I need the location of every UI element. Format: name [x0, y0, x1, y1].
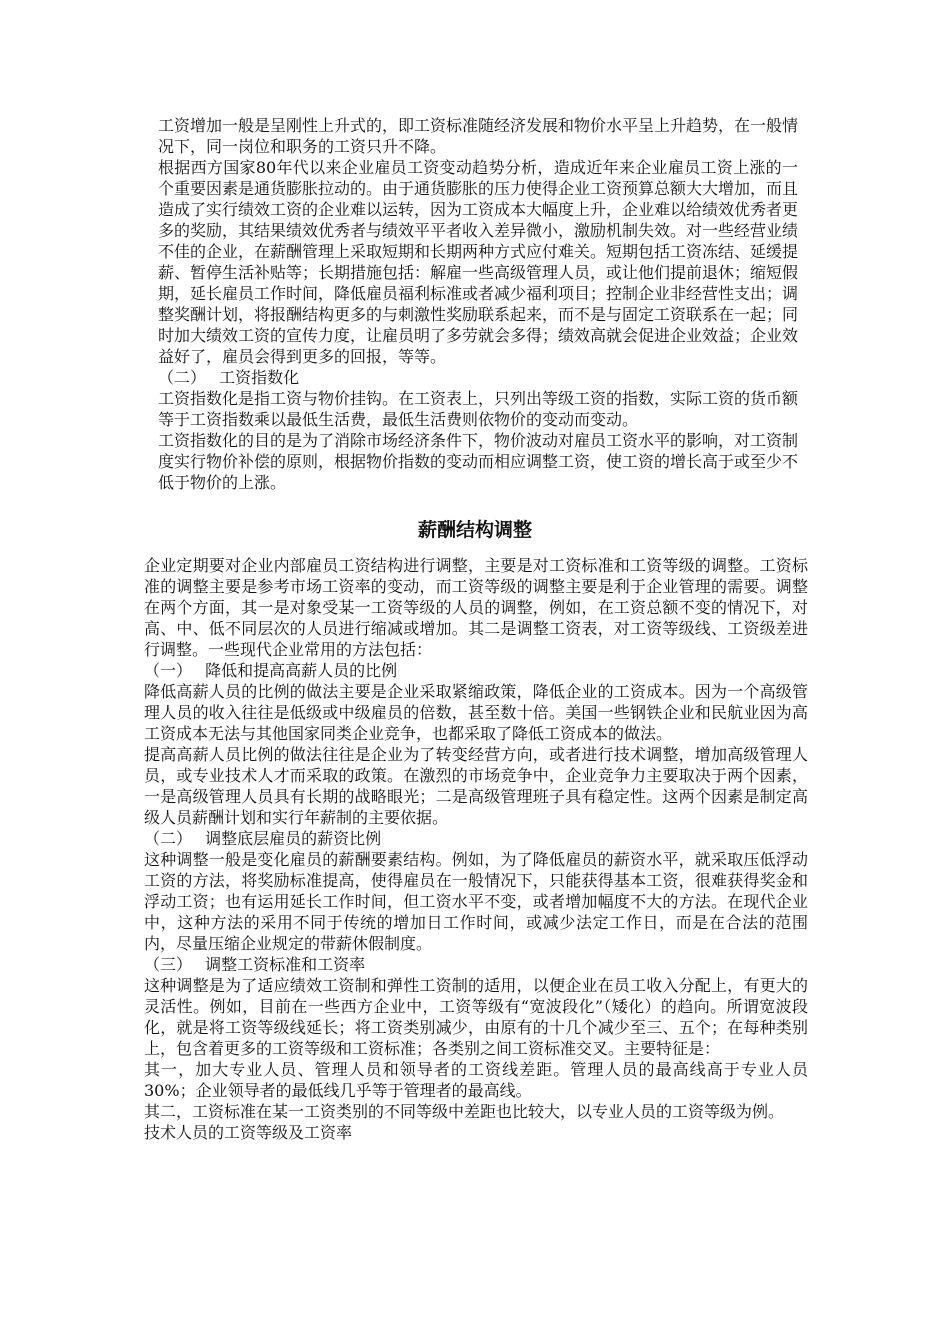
paragraph-feature-two: 其二，工资标准在某一工资类别的不同等级中差距也比较大，以专业人员的工资等级为例。 — [144, 1102, 785, 1121]
subheading-high-pay-ratio: （一） 降低和提高高薪人员的比例 — [144, 661, 398, 680]
subheading-wage-standard: （三） 调整工资标准和工资率 — [144, 955, 366, 974]
subheading-low-level-ratio: （二） 调整底层雇员的薪资比例 — [144, 829, 382, 848]
paragraph-inflation-analysis: 根据西方国家80年代以来企业雇员工资变动趋势分析，造成近年来企业雇员工资上涨的一个重要因素是通货膨胀拉动的。由于通货膨胀的压力使得企业工资预算总额大大增加，而且造成了实行绩效工资的企业难以运转，因为工资成本大幅度上升，企业难以给绩效优秀者更多的奖励，其结果绩效优秀者与绩效平平者收入差异微小，激励机制失效。对一些经营业绩不佳的企业，在薪酬管理上采取短期和长期两种方式应付难关。短期包括工资冻结、延缓提薪、暂停生活补贴等；长期措施包括：解雇一些高级管理人员，或让他们提前退休；缩短假期，延长雇员工作时间，降低雇员福利标准或者减少福利项目；控制企业非经营性支出；调整奖酬计划，将报酬结构更多的与刺激性奖励联系起来，而不是与固定工资联系在一起；同时加大绩效工资的宣传力度，让雇员明了多劳就会多得；绩效高就会促进企业效益；企业效益好了，雇员会得到更多的回报，等等。 — [158, 158, 799, 366]
paragraph-indexation-purpose: 工资指数化的目的是为了消除市场经济条件下，物价波动对雇员工资水平的影响，对工资制度实行物价补偿的原则，根据物价指数的变动而相应调整工资，使工资的增长高于或至少不低于物价的上涨。 — [158, 431, 799, 492]
paragraph-feature-one: 其一，加大专业人员、管理人员和领导者的工资线差距。管理人员的最高线高于专业人员30%；企业领导者的最低线几乎等于管理者的最高线。 — [144, 1060, 808, 1100]
paragraph-wage-rigidity: 工资增加一般是呈刚性上升式的，即工资标准随经济发展和物价水平呈上升趋势，在一般情况下，同一岗位和职务的工资只升不降。 — [158, 116, 799, 156]
table-caption: 技术人员的工资等级及工资率 — [144, 1123, 353, 1142]
paragraph-indexation-definition: 工资指数化是指工资与物价挂钩。在工资表上，只列出等级工资的指数，实际工资的货币额等于工资指数乘以最低生活费，最低生活费则依物价的变动而变动。 — [158, 389, 799, 429]
paragraph-broadbanding: 这种调整是为了适应绩效工资制和弹性工资制的适用，以便企业在员工收入分配上，有更大的灵活性。例如，目前在一些西方企业中，工资等级有“宽波段化”（矮化）的趋向。所谓宽波段化，就是将工资等级线延长；将工资类别减少，由原有的十几个减少至三、五个；在每种类别上，包含着更多的工资等级和工资标准；各类别之间工资标准交叉。主要特征是： — [144, 976, 808, 1058]
subheading-wage-indexation: （二） 工资指数化 — [158, 368, 300, 387]
paragraph-structure-intro: 企业定期要对企业内部雇员工资结构进行调整，主要是对工资标准和工资等级的调整。工资标准的调整主要是参考市场工资率的变动，而工资等级的调整主要是利于企业管理的需要。调整在两个方面，其一是对象受某一工资等级的人员的调整，例如，在工资总额不变的情况下，对高、中、低不同层次的人员进行缩减或增加。其二是调整工资表，对工资等级线、工资级差进行调整。一些现代企业常用的方法包括： — [144, 556, 808, 659]
upper-section — [158, 115, 798, 493]
paragraph-reduce-high-pay: 降低高薪人员的比例的做法主要是企业采取紧缩政策，降低企业的工资成本。因为一个高级管理人员的收入往往是低级或中级雇员的倍数，甚至数十倍。美国一些钢铁企业和民航业因为高工资成本无法与其他国家同类企业竞争，也都采取了降低工资成本的做法。 — [144, 682, 808, 743]
section-title: 薪酬结构调整 — [417, 519, 532, 541]
paragraph-pay-element-structure: 这种调整一般是变化雇员的薪酬要素结构。例如，为了降低雇员的薪资水平，就采取压低浮动工资的方法，将奖励标准提高，使得雇员在一般情况下，只能获得基本工资，很难获得奖金和浮动工资；也有运用延长工作时间，但工资水平不变，或者增加幅度不大的方法。在现代企业中，这种方法的采用不同于传统的增加日工作时间，或减少法定工作日，而是在合法的范围内，尽量压缩企业规定的带薪休假制度。 — [144, 850, 808, 953]
lower-section — [144, 555, 808, 1143]
paragraph-increase-high-pay: 提高高薪人员比例的做法往往是企业为了转变经营方向，或者进行技术调整，增加高级管理人员，或专业技术人才而采取的政策。在激烈的市场竞争中，企业竞争力主要取决于两个因素，一是高级管理人员具有长期的战略眼光；二是高级管理班子具有稳定性。这两个因素是制定高级人员薪酬计划和实行年薪制的主要依据。 — [144, 745, 808, 827]
